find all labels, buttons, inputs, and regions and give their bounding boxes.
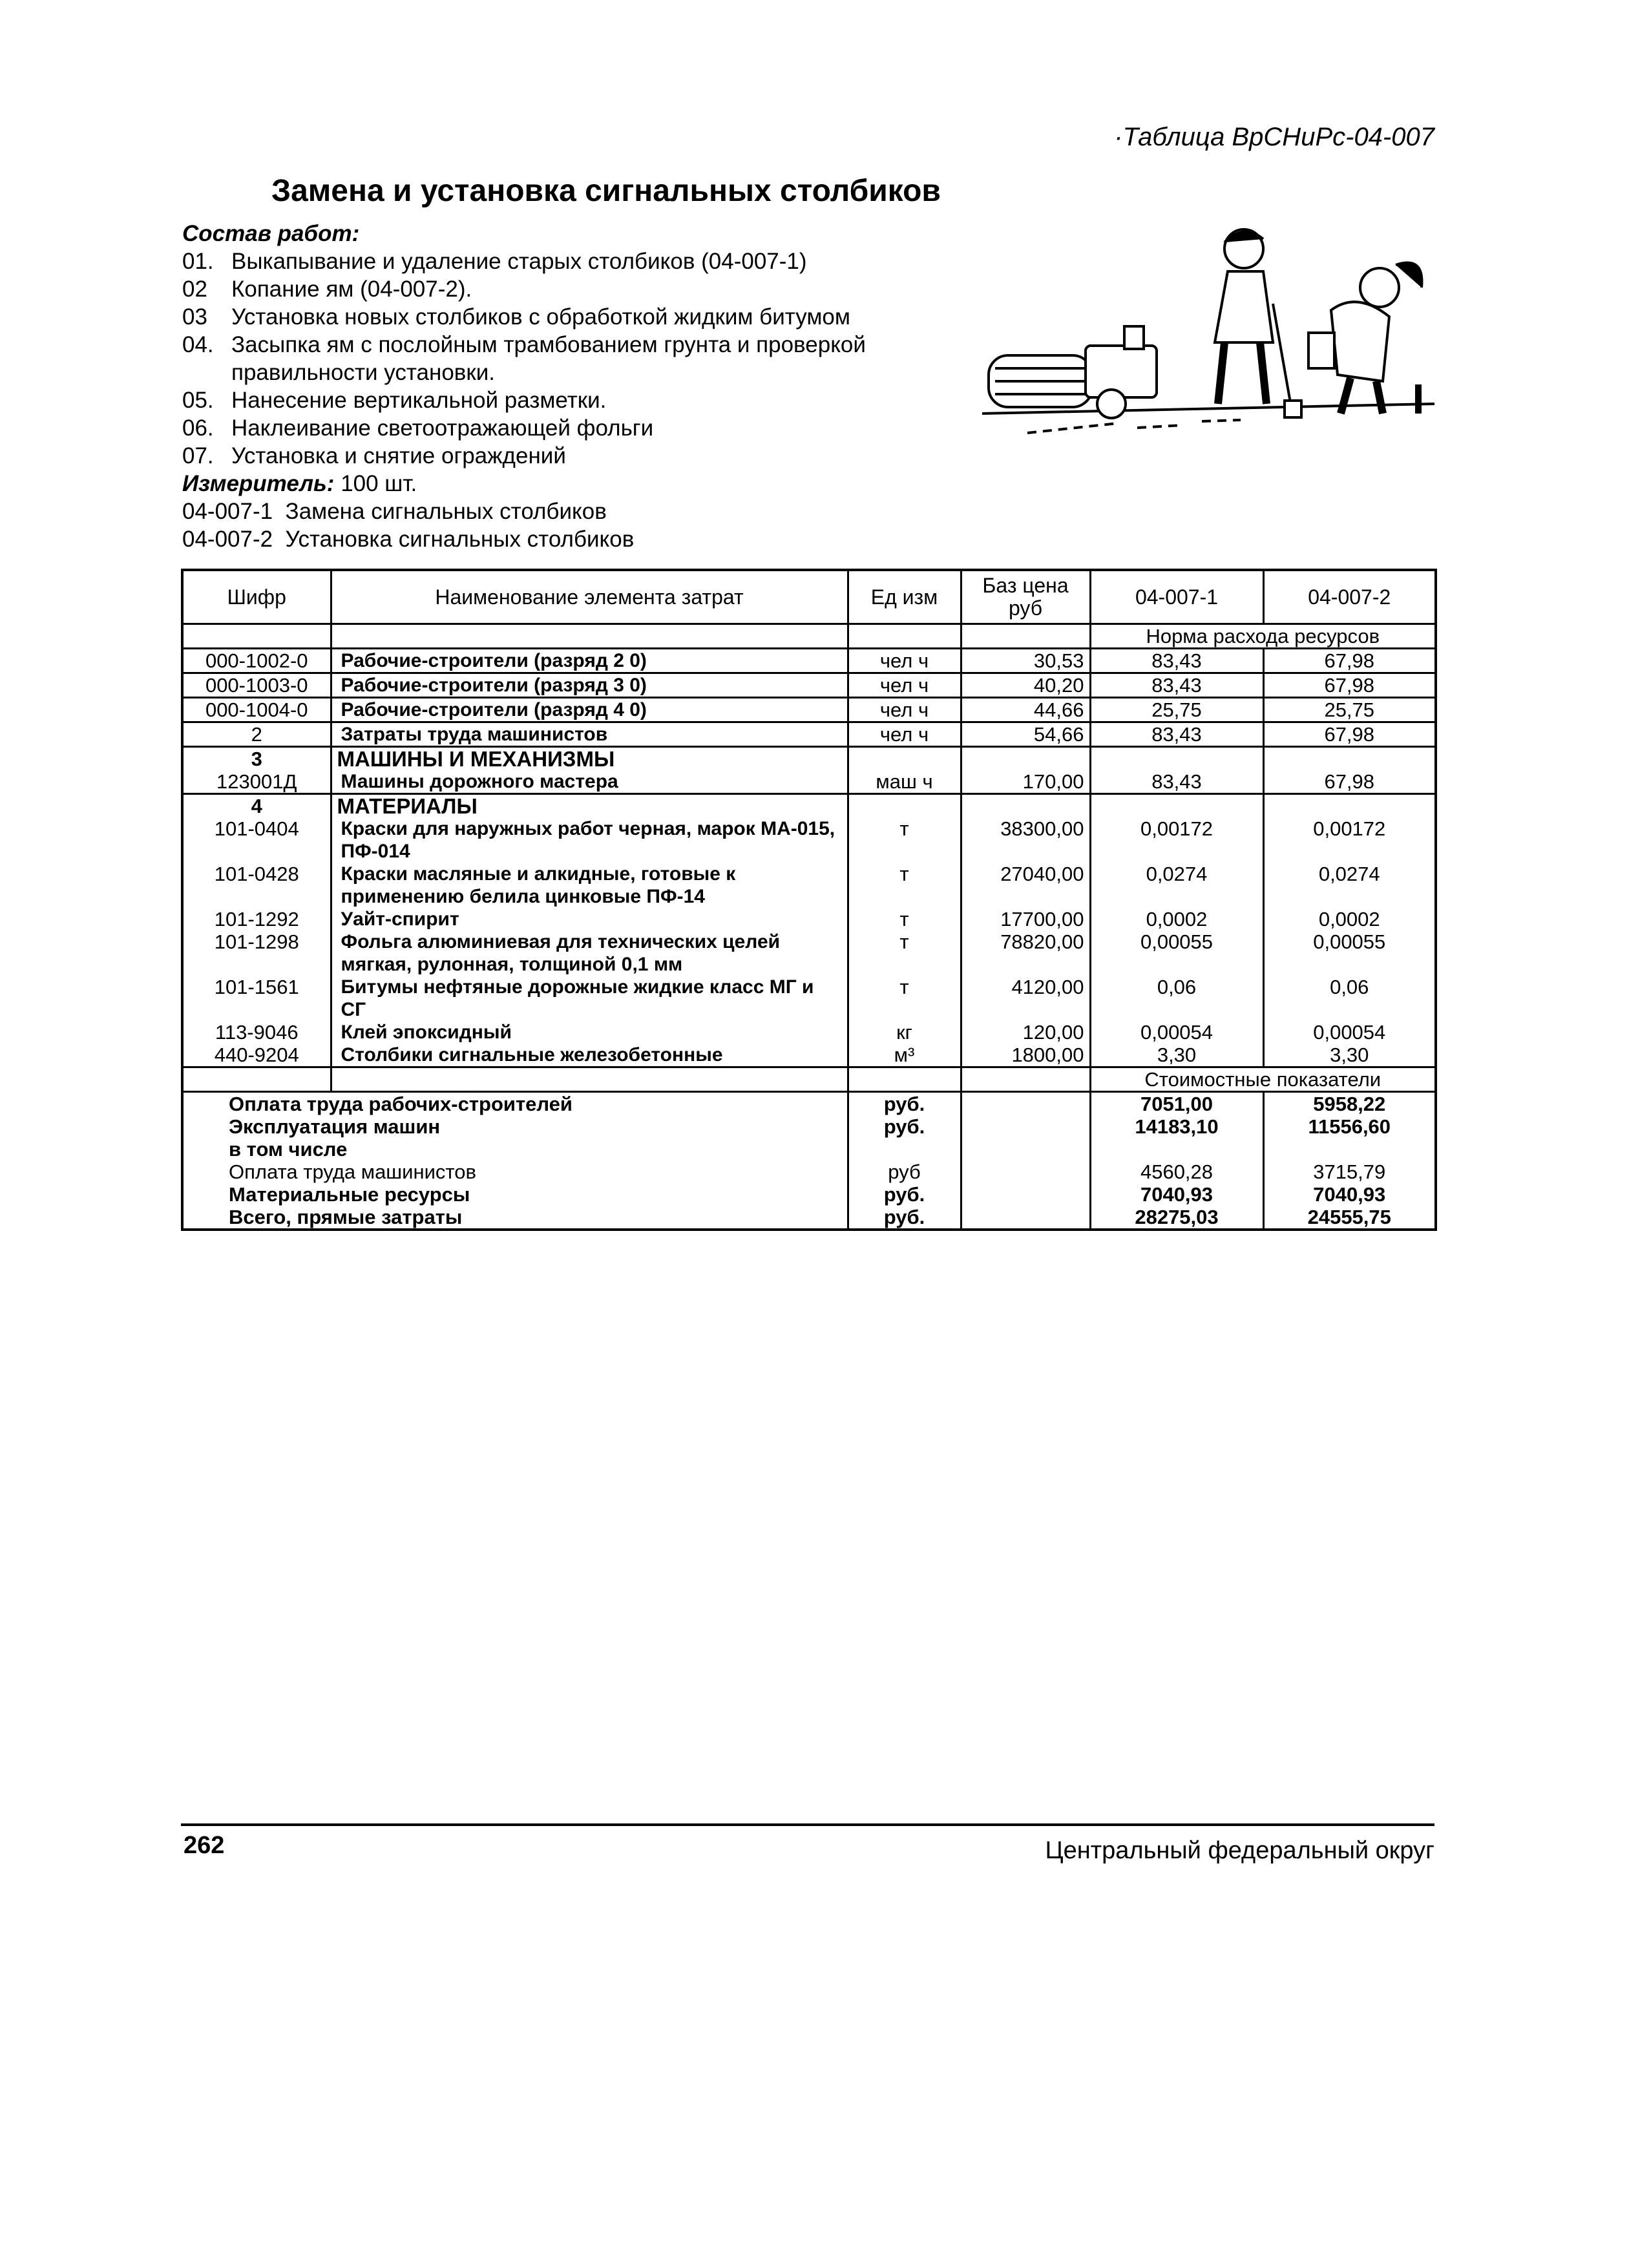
cell-value-1: 0,0002: [1090, 908, 1263, 930]
cell-value-2: 25,75: [1263, 698, 1436, 722]
cell-value-2: 0,00172: [1263, 817, 1436, 863]
section-code: 4: [182, 794, 331, 818]
section-heading: МАШИНЫ И МЕХАНИЗМЫ: [331, 747, 848, 771]
composition-heading: Состав работ:: [182, 221, 360, 246]
cost-value-2: 11556,60: [1263, 1115, 1436, 1138]
cell-price: 54,66: [961, 722, 1090, 747]
cost-unit: руб.: [848, 1115, 961, 1138]
cell-value-1: 25,75: [1090, 698, 1263, 722]
header-price-line2: руб: [1008, 596, 1043, 620]
cell-name: Затраты труда машинистов: [331, 722, 848, 747]
header-code: Шифр: [182, 570, 331, 624]
empty-cell: [961, 1138, 1090, 1160]
cost-value-1: 14183,10: [1090, 1115, 1263, 1138]
cost-name: Материальные ресурсы: [182, 1183, 848, 1206]
cost-value-1: 7040,93: [1090, 1183, 1263, 1206]
cell-value-2: 0,0274: [1263, 863, 1436, 908]
norm-section-label: Норма расхода ресурсов: [1090, 624, 1436, 649]
cost-row: [182, 1138, 1436, 1160]
composition-item: [182, 275, 1009, 303]
cell-name: Битумы нефтяные дорожные жидкие класс МГ и СГ: [331, 976, 848, 1021]
cell-name: Столбики сигнальные железобетонные: [331, 1044, 848, 1067]
cell-code: 101-1561: [182, 976, 331, 1021]
cell-unit: т: [848, 930, 961, 976]
cost-unit: [848, 1138, 961, 1160]
table-row: [182, 930, 1436, 976]
empty-cell: [848, 794, 961, 818]
header-name: Наименование элемента затрат: [331, 570, 848, 624]
cell-value-1: 3,30: [1090, 1044, 1263, 1067]
cost-value-2: [1263, 1138, 1436, 1160]
cell-value-1: 83,43: [1090, 722, 1263, 747]
composition-item: [182, 414, 1009, 442]
cell-code: 123001Д: [182, 770, 331, 794]
composition-item: [182, 247, 1009, 275]
cell-code: 101-0404: [182, 817, 331, 863]
section-heading: МАТЕРИАЛЫ: [331, 794, 848, 818]
empty-cell: [182, 1067, 331, 1092]
cell-unit: т: [848, 863, 961, 908]
cell-value-2: 0,06: [1263, 976, 1436, 1021]
table-header-row: [182, 570, 1436, 624]
cost-row: [182, 1183, 1436, 1206]
cost-name: Всего, прямые затраты: [182, 1206, 848, 1230]
cell-code: 000-1002-0: [182, 649, 331, 673]
cell-price: 40,20: [961, 673, 1090, 698]
cell-name: Краски масляные и алкидные, готовые к применению белила цинковые ПФ-14: [331, 863, 848, 908]
empty-cell: [1263, 747, 1436, 771]
composition-item-text: Нанесение вертикальной разметки.: [231, 388, 607, 413]
cell-code: 440-9204: [182, 1044, 331, 1067]
cell-value-1: 83,43: [1090, 673, 1263, 698]
cell-code: 101-1298: [182, 930, 331, 976]
composition-item: [182, 303, 1009, 331]
variant-2: 04-007-2 Установка сигнальных столбиков: [182, 527, 635, 552]
cell-price: 78820,00: [961, 930, 1090, 976]
cost-name: Оплата труда рабочих-строителей: [182, 1092, 848, 1116]
cell-unit: т: [848, 908, 961, 930]
cell-value-1: 0,0274: [1090, 863, 1263, 908]
cell-unit: чел ч: [848, 722, 961, 747]
header-col1: 04-007-1: [1090, 570, 1263, 624]
empty-cell: [961, 1183, 1090, 1206]
empty-cell: [331, 1067, 848, 1092]
cost-section-row: [182, 1067, 1436, 1092]
cell-price: 17700,00: [961, 908, 1090, 930]
empty-cell: [961, 1160, 1090, 1183]
header-price: [961, 570, 1090, 624]
measure-value: 100 шт.: [341, 471, 417, 496]
norm-section-row: [182, 624, 1436, 649]
section-heading-row: [182, 794, 1436, 818]
cell-value-1: 83,43: [1090, 770, 1263, 794]
cell-name: Фольга алюминиевая для технических целей мягкая, рулонная, толщиной 0,1 мм: [331, 930, 848, 976]
cell-unit: т: [848, 976, 961, 1021]
composition-item-number: 05.: [182, 388, 214, 413]
header-col2: 04-007-2: [1263, 570, 1436, 624]
cell-price: 170,00: [961, 770, 1090, 794]
cost-unit: руб: [848, 1160, 961, 1183]
cell-unit: чел ч: [848, 649, 961, 673]
cell-price: 1800,00: [961, 1044, 1090, 1067]
region-name: Центральный федеральный округ: [1045, 1837, 1434, 1864]
cell-value-2: 0,0002: [1263, 908, 1436, 930]
empty-cell: [848, 1067, 961, 1092]
composition-item: [182, 386, 1009, 414]
empty-cell: [1263, 794, 1436, 818]
cell-code: 2: [182, 722, 331, 747]
table-row: [182, 698, 1436, 722]
cost-row: [182, 1206, 1436, 1230]
cost-name: Оплата труда машинистов: [182, 1160, 848, 1183]
cell-price: 4120,00: [961, 976, 1090, 1021]
empty-cell: [848, 747, 961, 771]
table-row: [182, 1021, 1436, 1044]
cell-name: Рабочие-строители (разряд 2 0): [331, 649, 848, 673]
cell-name: Краски для наружных работ черная, марок МА-015, ПФ-014: [331, 817, 848, 863]
cell-value-2: 0,00054: [1263, 1021, 1436, 1044]
composition-list: [182, 247, 1009, 470]
table-row: [182, 673, 1436, 698]
work-composition: [182, 220, 1009, 553]
page-title: Замена и установка сигнальных столбиков: [271, 174, 941, 208]
composition-item-number: 04.: [182, 332, 214, 357]
cost-value-1: 4560,28: [1090, 1160, 1263, 1183]
cell-value-1: 0,00055: [1090, 930, 1263, 976]
cell-code: 000-1004-0: [182, 698, 331, 722]
cell-price: 44,66: [961, 698, 1090, 722]
cell-unit: чел ч: [848, 698, 961, 722]
composition-item-text: Выкапывание и удаление старых столбиков (04-007-1): [231, 249, 807, 274]
cell-unit: кг: [848, 1021, 961, 1044]
cell-name: Рабочие-строители (разряд 3 0): [331, 673, 848, 698]
composition-item-text: Копание ям (04-007-2).: [231, 277, 472, 302]
cost-value-1: 7051,00: [1090, 1092, 1263, 1116]
cost-value-2: 5958,22: [1263, 1092, 1436, 1116]
cost-unit: руб.: [848, 1092, 961, 1116]
cell-price: 27040,00: [961, 863, 1090, 908]
cell-value-2: 67,98: [1263, 722, 1436, 747]
header-unit: Ед изм: [848, 570, 961, 624]
empty-cell: [961, 1206, 1090, 1230]
cell-unit: маш ч: [848, 770, 961, 794]
variant-1: 04-007-1 Замена сигнальных столбиков: [182, 499, 607, 524]
table-row: [182, 1044, 1436, 1067]
empty-cell: [961, 1067, 1090, 1092]
section-code: 3: [182, 747, 331, 771]
composition-item-text: Установка и снятие ограждений: [231, 443, 566, 468]
table-row: [182, 863, 1436, 908]
cell-value-1: 0,00054: [1090, 1021, 1263, 1044]
cost-name: Эксплуатация машин: [182, 1115, 848, 1138]
cell-value-2: 3,30: [1263, 1044, 1436, 1067]
cell-value-2: 67,98: [1263, 673, 1436, 698]
empty-cell: [961, 1092, 1090, 1116]
cell-price: 30,53: [961, 649, 1090, 673]
cost-row: [182, 1092, 1436, 1116]
cell-value-2: 0,00055: [1263, 930, 1436, 976]
empty-cell: [961, 794, 1090, 818]
cell-code: 101-0428: [182, 863, 331, 908]
cell-value-1: 0,00172: [1090, 817, 1263, 863]
measure-label: Измеритель:: [182, 471, 335, 496]
composition-item-number: 07.: [182, 443, 214, 468]
cell-price: 38300,00: [961, 817, 1090, 863]
cell-unit: т: [848, 817, 961, 863]
composition-item-text: Установка новых столбиков с обработкой жидким битумом: [231, 304, 850, 330]
empty-cell: [1090, 794, 1263, 818]
cost-value-1: [1090, 1138, 1263, 1160]
cost-value-2: 7040,93: [1263, 1183, 1436, 1206]
cost-unit: руб.: [848, 1206, 961, 1230]
cell-name: Уайт-спирит: [331, 908, 848, 930]
composition-item-number: 02: [182, 277, 207, 302]
composition-item: [182, 442, 1009, 470]
header-price-line1: Баз цена: [982, 574, 1069, 597]
cell-value-1: 0,06: [1090, 976, 1263, 1021]
composition-item-number: 03: [182, 304, 207, 330]
resource-table: [181, 569, 1437, 1231]
cost-value-2: 3715,79: [1263, 1160, 1436, 1183]
table-row: [182, 908, 1436, 930]
cell-name: Машины дорожного мастера: [331, 770, 848, 794]
road-workers-illustration: [969, 220, 1447, 452]
section-heading-row: [182, 747, 1436, 771]
cell-code: 000-1003-0: [182, 673, 331, 698]
table-row: [182, 976, 1436, 1021]
measure-line: [182, 470, 1009, 498]
composition-item-number: 01.: [182, 249, 214, 274]
cell-value-1: 83,43: [1090, 649, 1263, 673]
cost-section-label: Стоимостные показатели: [1090, 1067, 1436, 1092]
table-row: [182, 649, 1436, 673]
cell-name: Клей эпоксидный: [331, 1021, 848, 1044]
table-row: [182, 817, 1436, 863]
cost-row: [182, 1160, 1436, 1183]
footer-divider: [181, 1823, 1434, 1826]
table-reference: ·Таблица ВрСНиРс-04-007: [1114, 123, 1434, 151]
cell-value-2: 67,98: [1263, 649, 1436, 673]
cost-unit: руб.: [848, 1183, 961, 1206]
table-row: [182, 722, 1436, 747]
cost-name: в том числе: [182, 1138, 848, 1160]
empty-cell: [961, 747, 1090, 771]
cell-name: Рабочие-строители (разряд 4 0): [331, 698, 848, 722]
empty-cell: [1090, 747, 1263, 771]
cost-value-2: 24555,75: [1263, 1206, 1436, 1230]
cell-value-2: 67,98: [1263, 770, 1436, 794]
table-row: [182, 770, 1436, 794]
cell-unit: чел ч: [848, 673, 961, 698]
composition-item-text: Засыпка ям с послойным трамбованием грунта и проверкой правильности установки.: [231, 332, 866, 385]
cell-unit: м³: [848, 1044, 961, 1067]
cell-price: 120,00: [961, 1021, 1090, 1044]
page-number: 262: [184, 1832, 225, 1859]
composition-item-text: Наклеивание светоотражающей фольги: [231, 415, 654, 441]
cell-code: 101-1292: [182, 908, 331, 930]
empty-cell: [961, 1115, 1090, 1138]
composition-item: [182, 331, 1009, 386]
cost-row: [182, 1115, 1436, 1138]
composition-item-number: 06.: [182, 415, 214, 441]
cell-code: 113-9046: [182, 1021, 331, 1044]
cost-value-1: 28275,03: [1090, 1206, 1263, 1230]
